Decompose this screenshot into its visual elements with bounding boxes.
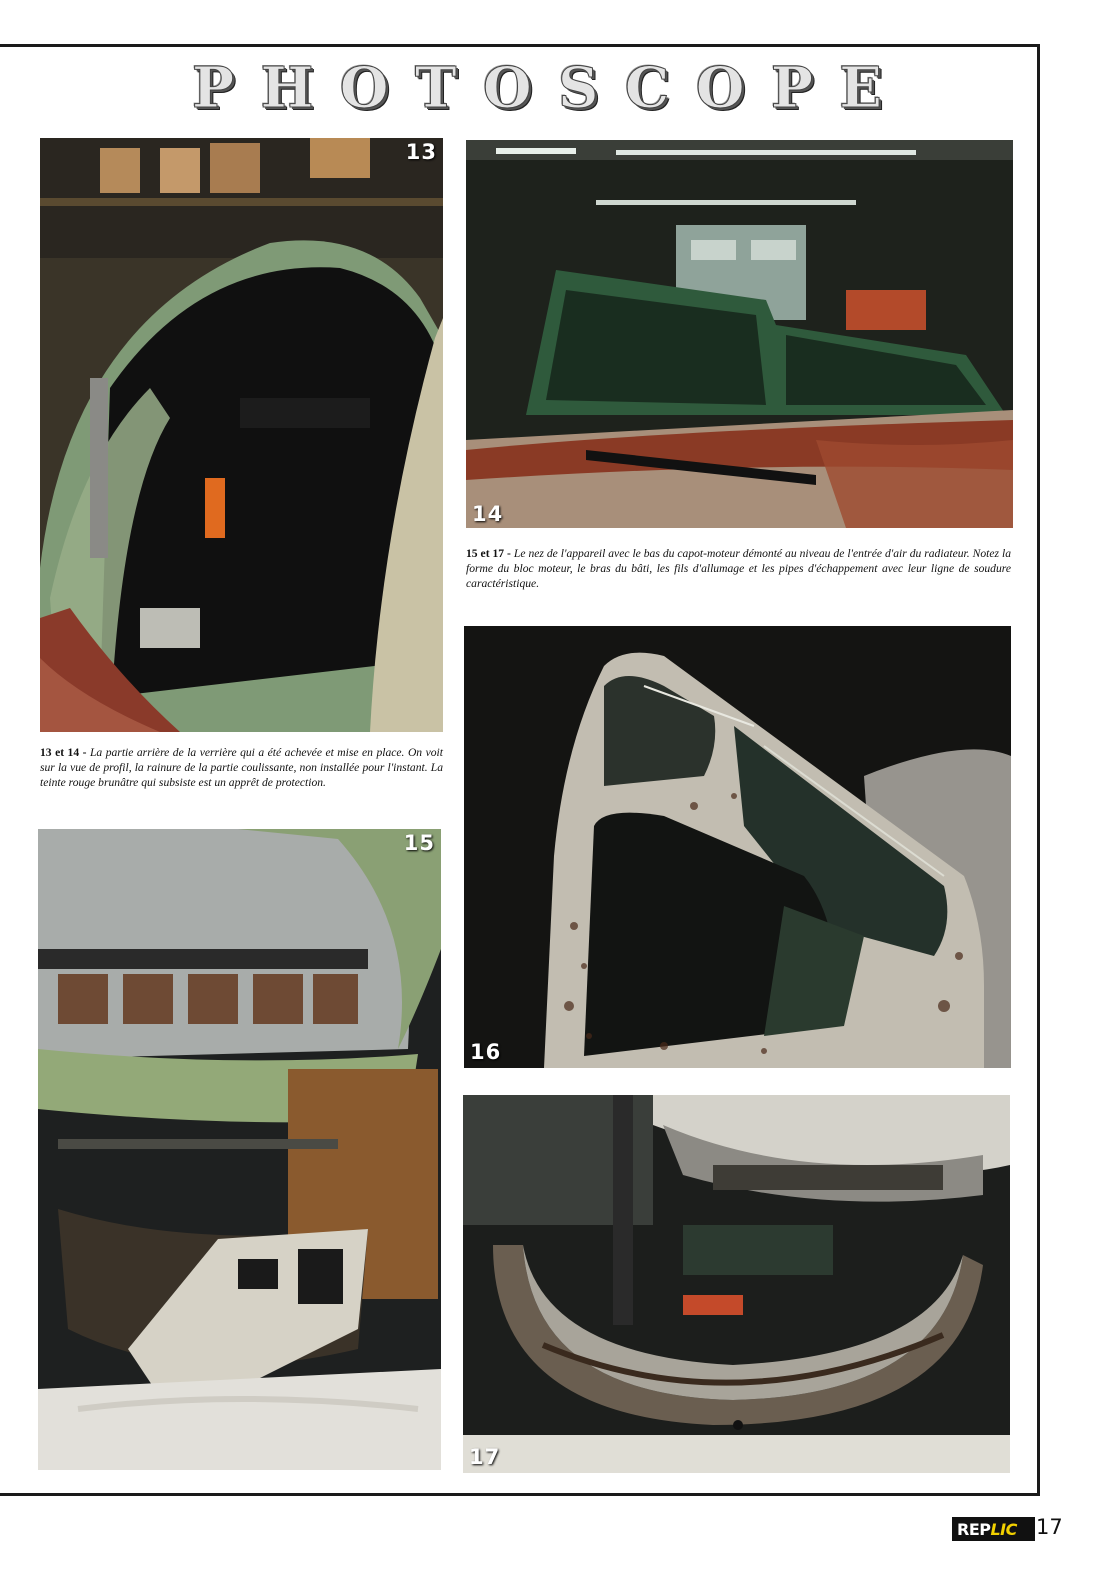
caption-13-14-text: La partie arrière de la verrière qui a été achevée et mise en place. On voit sur la vue de profil, la rainure de la partie coulissante, non installée pour l'instant. La teinte rouge brunâtre qui subsiste est un apprêt de protection.	[40, 746, 443, 789]
photo-17-illustration	[463, 1095, 1010, 1473]
photo-17-radiator-intake	[463, 1095, 1010, 1473]
photo-16-number: 16	[470, 1040, 502, 1064]
title-letter: O	[339, 55, 389, 121]
title-letter: H	[260, 55, 314, 121]
frame-top-rule	[0, 44, 1040, 47]
title-letter: O	[695, 55, 745, 121]
page-number: 17	[1036, 1515, 1063, 1539]
frame-right-rule	[1037, 44, 1040, 1496]
title-letter: P	[192, 55, 235, 121]
title-letter: O	[482, 55, 532, 121]
photo-13-number: 13	[405, 140, 437, 164]
title-letter: S	[557, 55, 599, 121]
caption-15-17	[466, 546, 1011, 591]
photo-16-illustration	[464, 626, 1011, 1068]
replic-logo-part1: REP	[957, 1519, 991, 1539]
photo-16-windscreen	[464, 626, 1011, 1068]
replic-logo-part2: LIC	[990, 1519, 1017, 1539]
page-title	[192, 55, 882, 121]
frame-bottom-rule	[0, 1493, 1040, 1496]
photo-15-illustration	[38, 829, 441, 1470]
caption-13-14	[40, 745, 443, 790]
photo-15-number: 15	[403, 831, 435, 855]
caption-15-17-lead: 15 et 17 -	[466, 547, 511, 560]
photo-14-illustration	[466, 140, 1013, 528]
caption-15-17-text: Le nez de l'appareil avec le bas du capot-moteur démonté au niveau de l'entrée d'air du radiateur. Notez la forme du bloc moteur, le bras du bâti, les fils d'allumage et les pipes d'échappement avec leur ligne de soudure caractéristique.	[466, 547, 1011, 590]
photo-17-number: 17	[469, 1445, 501, 1469]
title-letter: C	[624, 55, 670, 121]
photo-15-engine	[38, 829, 441, 1470]
title-letter: P	[770, 55, 813, 121]
caption-13-14-lead: 13 et 14 -	[40, 746, 87, 759]
photo-14-canopy-profile	[466, 140, 1013, 528]
title-letter: T	[414, 55, 457, 121]
photo-13-canopy-interior	[40, 138, 443, 732]
photo-14-number: 14	[472, 502, 504, 526]
title-letter: E	[839, 55, 882, 121]
replic-logo	[952, 1517, 1035, 1541]
photo-13-illustration	[40, 138, 443, 732]
